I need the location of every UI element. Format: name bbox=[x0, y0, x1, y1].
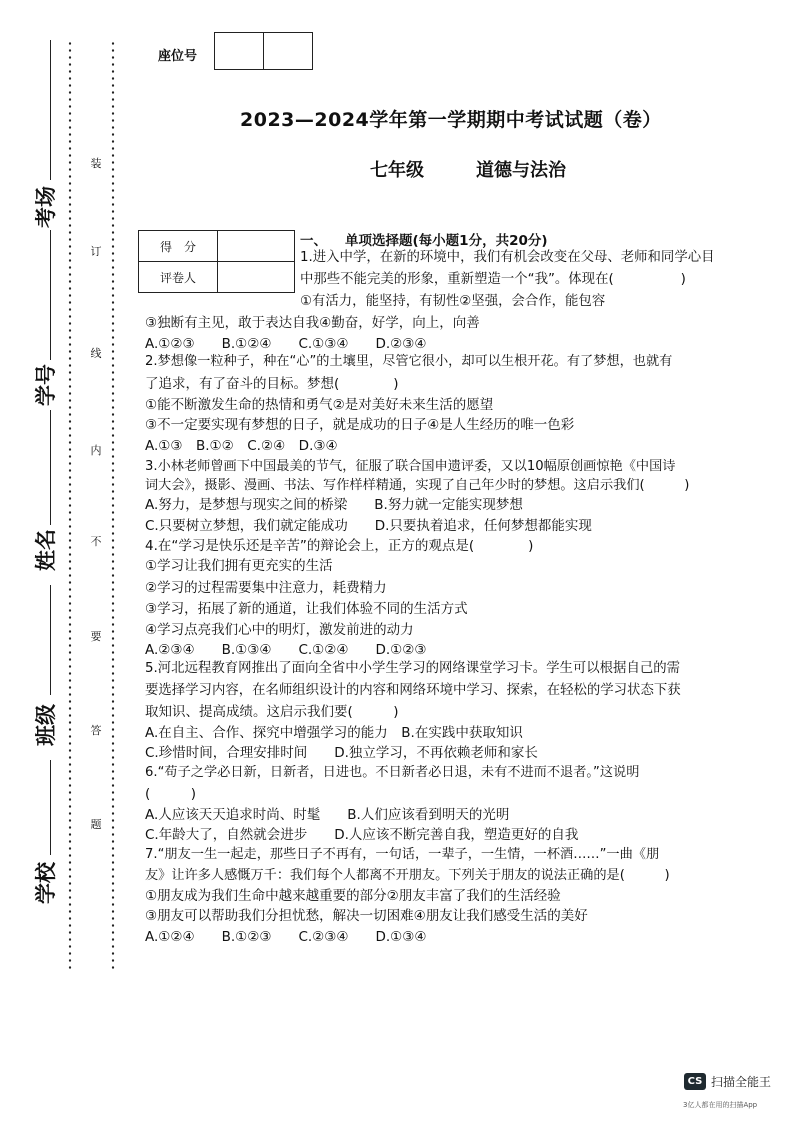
question-line: ③学习，拓展了新的通道，让我们体验不同的生活方式 bbox=[145, 601, 468, 617]
score-cell[interactable] bbox=[218, 231, 295, 262]
binding-char: 装 bbox=[88, 157, 104, 171]
grade-label: 七年级 bbox=[370, 160, 424, 181]
question-line: 1.进入中学，在新的环境中，我们有机会改变在父母、老师和同学心目 bbox=[300, 250, 715, 265]
question-line: ②学习的过程需要集中注意力，耗费精力 bbox=[145, 580, 387, 596]
exam-room-label: 考场 bbox=[34, 186, 58, 228]
student-no-label: 学号 bbox=[34, 364, 58, 406]
scanner-tagline: 3亿人都在用的扫描App bbox=[683, 1101, 758, 1109]
question-line: 7.“朋友一生一起走，那些日子不再有，一句话，一辈子，一生情，一杯酒……”一曲《朋 bbox=[145, 847, 660, 862]
exam-room-line bbox=[50, 40, 51, 180]
binding-char: 要 bbox=[88, 630, 104, 644]
score-label: 得 分 bbox=[139, 231, 218, 262]
scanner-app-name: 扫描全能王 bbox=[711, 1075, 772, 1089]
answer-options: A.①②③ B.①②④ C.①③④ D.②③④ bbox=[145, 336, 427, 352]
answer-options: A.①②④ B.①②③ C.②③④ D.①③④ bbox=[145, 929, 427, 945]
answer-options: A.努力，是梦想与现实之间的桥梁 B.努力就一定能实现梦想 bbox=[145, 497, 523, 513]
answer-options: C.年龄大了，自然就会进步 D.人应该不断完善自我，塑造更好的自我 bbox=[145, 827, 579, 843]
binding-dotted-line-outer bbox=[68, 40, 72, 970]
question-line: ①有活力，能坚持，有韧性②坚强，会合作，能包容 bbox=[300, 294, 606, 309]
subject-label: 道德与法治 bbox=[476, 160, 566, 181]
grader-cell[interactable] bbox=[218, 262, 295, 293]
school-label: 学校 bbox=[34, 862, 58, 904]
question-line: 3.小林老师曾画下中国最美的节气，征服了联合国申遗评委，又以10幅原创画惊艳《中国诗 bbox=[145, 459, 676, 474]
name-line bbox=[50, 410, 51, 525]
question-line: ①学习让我们拥有更充实的生活 bbox=[145, 558, 333, 574]
exam-title: 2023—2024学年第一学期期中考试试题（卷） bbox=[240, 109, 662, 131]
binding-char: 订 bbox=[88, 245, 104, 259]
answer-options: C.只要树立梦想，我们就定能成功 D.只要执着追求，任何梦想都能实现 bbox=[145, 518, 592, 534]
question-line: 2.梦想像一粒种子，种在“心”的土壤里，尽管它很小，却可以生根开花。有了梦想，也就有 bbox=[145, 354, 673, 369]
question-line: 要选择学习内容，在名师组织设计的内容和网络环境中学习、探索，在轻松的学习状态下获 bbox=[145, 683, 681, 698]
score-table bbox=[138, 230, 295, 293]
camscanner-logo-icon: CS bbox=[684, 1073, 706, 1090]
question-line: 友》让许多人感慨万千：我们每个人都离不开朋友。下列关于朋友的说法正确的是( ) bbox=[145, 868, 670, 883]
section-title: 单项选择题(每小题1分，共20分) bbox=[345, 233, 548, 249]
question-line: 中那些不能完美的形象，重新塑造一个“我”。体现在( ) bbox=[300, 272, 686, 287]
binding-char: 题 bbox=[88, 818, 104, 832]
section-number: 一、 bbox=[300, 233, 327, 249]
question-line: 取知识、提高成绩。这启示我们要( ) bbox=[145, 704, 399, 720]
question-line: ③独断有主见，敢于表达自我④勤奋，好学，向上，向善 bbox=[145, 315, 480, 331]
question-line: 4.在“学习是快乐还是辛苦”的辩论会上，正方的观点是( ) bbox=[145, 538, 534, 554]
name-label: 姓名 bbox=[34, 529, 58, 571]
question-line: ①朋友成为我们生命中越来越重要的部分②朋友丰富了我们的生活经验 bbox=[145, 888, 561, 904]
answer-options: A.人应该天天追求时尚、时髦 B.人们应该看到明天的光明 bbox=[145, 807, 510, 823]
question-line: 5.河北远程教育网推出了面向全省中小学生学习的网络课堂学习卡。学生可以根据自己的需 bbox=[145, 661, 681, 676]
binding-dotted-line-inner bbox=[111, 40, 115, 970]
binding-char: 不 bbox=[88, 535, 104, 549]
seat-number-box[interactable] bbox=[214, 32, 264, 70]
grader-label: 评卷人 bbox=[139, 262, 218, 293]
seat-number-box[interactable] bbox=[263, 32, 313, 70]
question-line: 了追求，有了奋斗的目标。梦想( ) bbox=[145, 376, 399, 392]
question-line: ①能不断激发生命的热情和勇气②是对美好未来生活的愿望 bbox=[145, 397, 494, 413]
question-line: ③不一定要实现有梦想的日子，就是成功的日子④是人生经历的唯一色彩 bbox=[145, 417, 575, 433]
question-line: 词大会》，摄影、漫画、书法、写作样样精通，实现了自己年少时的梦想。这启示我们( ) bbox=[145, 478, 690, 493]
seat-number-label: 座位号 bbox=[158, 49, 198, 64]
binding-char: 内 bbox=[88, 444, 104, 458]
student-no-line bbox=[50, 230, 51, 360]
answer-options: A.①③ B.①② C.②④ D.③④ bbox=[145, 438, 338, 454]
answer-options: C.珍惜时间，合理安排时间 D.独立学习，不再依赖老师和家长 bbox=[145, 745, 538, 761]
answer-options: A.②③④ B.①③④ C.①②④ D.①②③ bbox=[145, 642, 427, 658]
question-line: 6.“苟子之学必日新，日新者，日进也。不日新者必日退，未有不进而不退者。”这说明 bbox=[145, 765, 640, 780]
binding-char: 线 bbox=[88, 347, 104, 361]
question-line: ( ) bbox=[145, 786, 197, 802]
class-label: 班级 bbox=[34, 704, 58, 746]
question-line: ④学习点亮我们心中的明灯，激发前进的动力 bbox=[145, 622, 414, 638]
binding-char: 答 bbox=[88, 724, 104, 738]
question-line: ③朋友可以帮助我们分担忧愁，解决一切困难④朋友让我们感受生活的美好 bbox=[145, 908, 588, 924]
school-line bbox=[50, 760, 51, 855]
class-line bbox=[50, 585, 51, 695]
answer-options: A.在自主、合作、探究中增强学习的能力 B.在实践中获取知识 bbox=[145, 725, 523, 741]
